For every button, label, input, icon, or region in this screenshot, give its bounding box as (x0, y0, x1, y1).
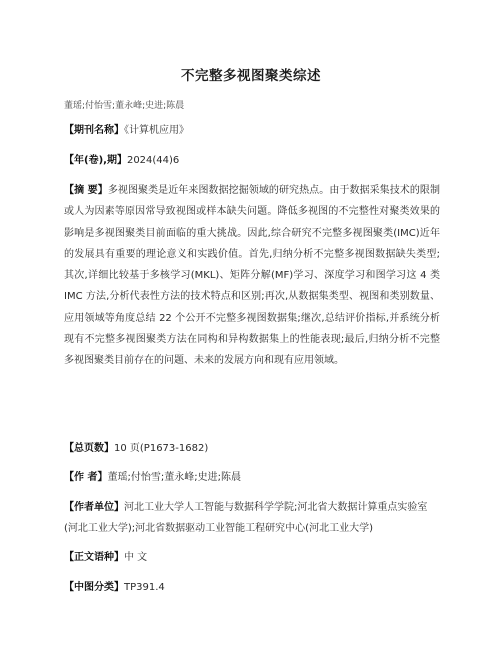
year-value: 2024(44)6 (126, 155, 180, 166)
classification-value: TP391.4 (124, 582, 165, 593)
pages-field (64, 438, 440, 459)
affiliation-field (64, 497, 440, 539)
language-label: 【正文语种】 (64, 552, 124, 563)
language-value: 中 文 (124, 552, 148, 563)
document-title: 不完整多视图聚类综述 (181, 68, 321, 84)
affiliation-label: 【作者单位】 (64, 502, 124, 513)
journal-label: 【期刊名称】 (64, 125, 124, 136)
pages-value: 10 页(P1673-1682) (114, 443, 209, 454)
journal-value: 《计算机应用》 (124, 125, 189, 136)
author-label: 【作 者】 (64, 472, 108, 483)
abstract-field (64, 180, 440, 372)
pages-label: 【总页数】 (64, 443, 114, 454)
author-field (64, 467, 440, 488)
year-field (64, 150, 440, 171)
affiliation-value: 河北工业大学人工智能与数据科学学院;河北省大数据计算重点实验室(河北工业大学);河北省数据驱动工业智能工程研究中心(河北工业大学) (64, 502, 428, 534)
year-label: 【年(卷),期】 (64, 155, 127, 166)
author-value: 董瑶;付怡雪;董永峰;史进;陈晨 (107, 472, 241, 483)
journal-field (64, 120, 440, 141)
classification-label: 【中图分类】 (64, 582, 124, 593)
abstract-text: 多视图聚类是近年来图数据挖掘领域的研究热点。由于数据采集技术的限制或人为因素等原因常导致视图或样本缺失问题。降低多视图的不完整性对聚类效果的影响是多视图聚类目前面临的重大挑战。因此,综合研究不完整多视图聚类(IMC)近年的发展具有重要的理论意义和实践价值。首先,归纳分析不完整多视图数据缺失类型;其次,详细比较基于多核学习(MKL)、矩阵分解(MF)学习、深度学习和图学习这 4 类 IMC 方法,分析代表性方法的技术特点和区别;再次,从数据集类型、视图和类别数量、应用领域等角度总结 22 个公开不完整多视图数据集;继次,总结评价指标,并系统分析现有不完整多视图聚类方法在同构和异构数据集上的性能表现;最后,归纳分析不完整多视图聚类目前存在的问题、未来的发展方向和现有应用领域。 (64, 185, 441, 367)
classification-field (64, 577, 440, 598)
language-field (64, 547, 440, 568)
abstract-label: 【摘 要】 (64, 185, 108, 196)
authors-line: 董瑶;付怡雪;董永峰;史进;陈晨 (64, 101, 185, 111)
